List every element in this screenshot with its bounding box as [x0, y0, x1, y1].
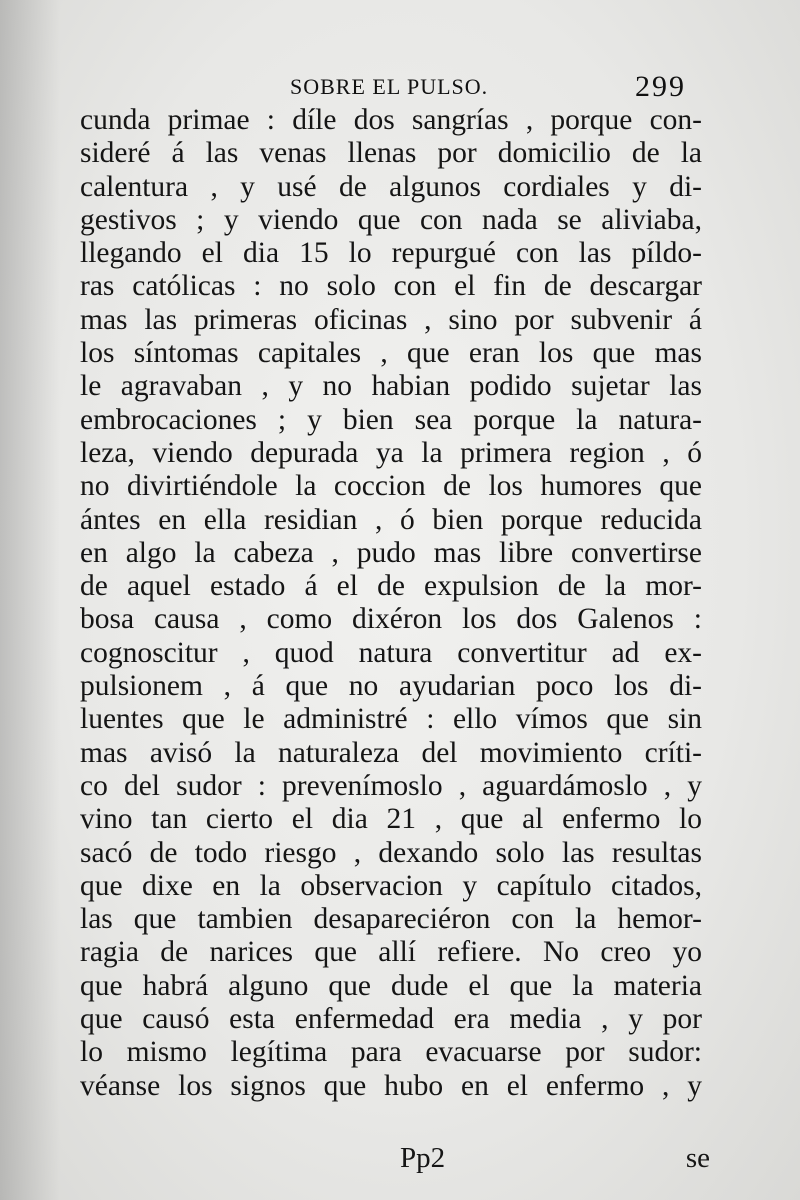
text-line: pulsionem , á que no ayudarian poco los di-	[80, 670, 702, 703]
text-line: co del sudor : prevenímoslo , aguardámoslo , y	[80, 769, 702, 802]
text-line: ántes en ella residian , ó bien porque reducida	[80, 503, 702, 536]
text-line: mas avisó la naturaleza del movimiento críti-	[80, 736, 702, 769]
text-line: cognoscitur , quod natura convertitur ad ex-	[80, 636, 702, 669]
page-footer	[80, 1138, 710, 1178]
text-line: lo mismo legítima para evacuarse por sudor:	[80, 1036, 702, 1069]
text-line: no divirtiéndole la coccion de los humores que	[80, 470, 702, 503]
text-line: de aquel estado á el de expulsion de la mor-	[80, 570, 702, 603]
text-line: sideré á las venas llenas por domicilio de la	[80, 137, 702, 170]
text-line: en algo la cabeza , pudo mas libre convertirse	[80, 536, 702, 569]
catchword: se	[685, 1142, 710, 1174]
text-line: sacó de todo riesgo , dexando solo las resultas	[80, 836, 702, 869]
text-line: vino tan cierto el dia 21 , que al enfermo lo	[80, 803, 702, 836]
text-line: véanse los signos que hubo en el enfermo , y	[80, 1069, 702, 1102]
body-text	[80, 104, 702, 1103]
text-line: embrocaciones ; y bien sea porque la natura-	[80, 403, 702, 436]
page-header	[80, 70, 700, 106]
text-line: que dixe en la observacion y capítulo citados,	[80, 869, 702, 902]
text-line: ras católicas : no solo con el fin de descargar	[80, 270, 702, 303]
signature-mark: Pp2	[400, 1142, 446, 1174]
text-line: luentes que le administré : ello vímos que sin	[80, 703, 702, 736]
text-line: que habrá alguno que dude el que la materia	[80, 969, 702, 1002]
text-line: calentura , y usé de algunos cordiales y di-	[80, 170, 702, 203]
running-title: SOBRE EL PULSO.	[290, 74, 489, 99]
text-line: que causó esta enfermedad era media , y por	[80, 1003, 702, 1036]
text-line: cunda primae : díle dos sangrías , porque con-	[80, 104, 702, 136]
text-line: los síntomas capitales , que eran los que mas	[80, 337, 702, 370]
page-number: 299	[635, 70, 686, 103]
text-line: leza, viendo depurada ya la primera region , ó	[80, 436, 702, 469]
text-line: mas las primeras oficinas , sino por subvenir á	[80, 303, 702, 336]
gutter-shadow	[0, 0, 60, 1200]
text-line: las que tambien desapareciéron con la hemor-	[80, 903, 702, 936]
text-line: bosa causa , como dixéron los dos Galenos :	[80, 603, 702, 636]
text-line: le agravaban , y no habian podido sujetar las	[80, 370, 702, 403]
text-line: llegando el dia 15 lo repurgué con las píldo-	[80, 237, 702, 270]
text-line: gestivos ; y viendo que con nada se aliviaba,	[80, 203, 702, 236]
text-line: ragia de narices que allí refiere. No creo yo	[80, 936, 702, 969]
